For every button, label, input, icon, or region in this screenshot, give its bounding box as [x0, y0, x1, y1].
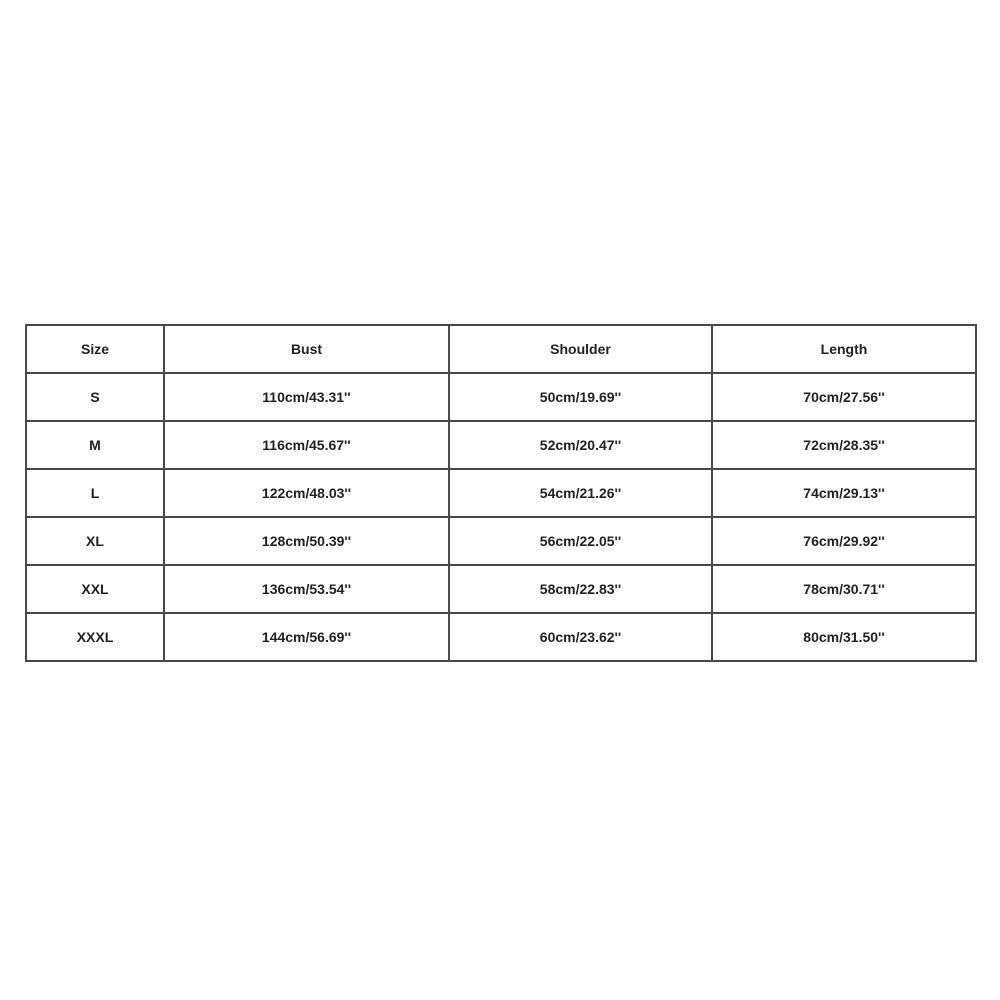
cell-shoulder: 56cm/22.05'' — [449, 517, 712, 565]
header-bust: Bust — [164, 325, 449, 373]
table-row — [26, 421, 976, 469]
cell-size: XXL — [26, 565, 164, 613]
header-length: Length — [712, 325, 976, 373]
cell-size: XXXL — [26, 613, 164, 661]
cell-shoulder: 60cm/23.62'' — [449, 613, 712, 661]
cell-bust: 116cm/45.67'' — [164, 421, 449, 469]
cell-bust: 122cm/48.03'' — [164, 469, 449, 517]
cell-length: 74cm/29.13'' — [712, 469, 976, 517]
cell-bust: 144cm/56.69'' — [164, 613, 449, 661]
cell-shoulder: 52cm/20.47'' — [449, 421, 712, 469]
cell-length: 76cm/29.92'' — [712, 517, 976, 565]
cell-length: 72cm/28.35'' — [712, 421, 976, 469]
cell-bust: 128cm/50.39'' — [164, 517, 449, 565]
cell-size: S — [26, 373, 164, 421]
table-row — [26, 373, 976, 421]
cell-size: L — [26, 469, 164, 517]
table-row — [26, 613, 976, 661]
table-row — [26, 469, 976, 517]
size-chart-table — [25, 324, 977, 662]
cell-bust: 110cm/43.31'' — [164, 373, 449, 421]
cell-shoulder: 54cm/21.26'' — [449, 469, 712, 517]
cell-size: M — [26, 421, 164, 469]
header-row — [26, 325, 976, 373]
cell-length: 78cm/30.71'' — [712, 565, 976, 613]
cell-shoulder: 50cm/19.69'' — [449, 373, 712, 421]
table-row — [26, 565, 976, 613]
cell-shoulder: 58cm/22.83'' — [449, 565, 712, 613]
cell-size: XL — [26, 517, 164, 565]
cell-length: 80cm/31.50'' — [712, 613, 976, 661]
header-shoulder: Shoulder — [449, 325, 712, 373]
header-size: Size — [26, 325, 164, 373]
table-row — [26, 517, 976, 565]
cell-bust: 136cm/53.54'' — [164, 565, 449, 613]
cell-length: 70cm/27.56'' — [712, 373, 976, 421]
